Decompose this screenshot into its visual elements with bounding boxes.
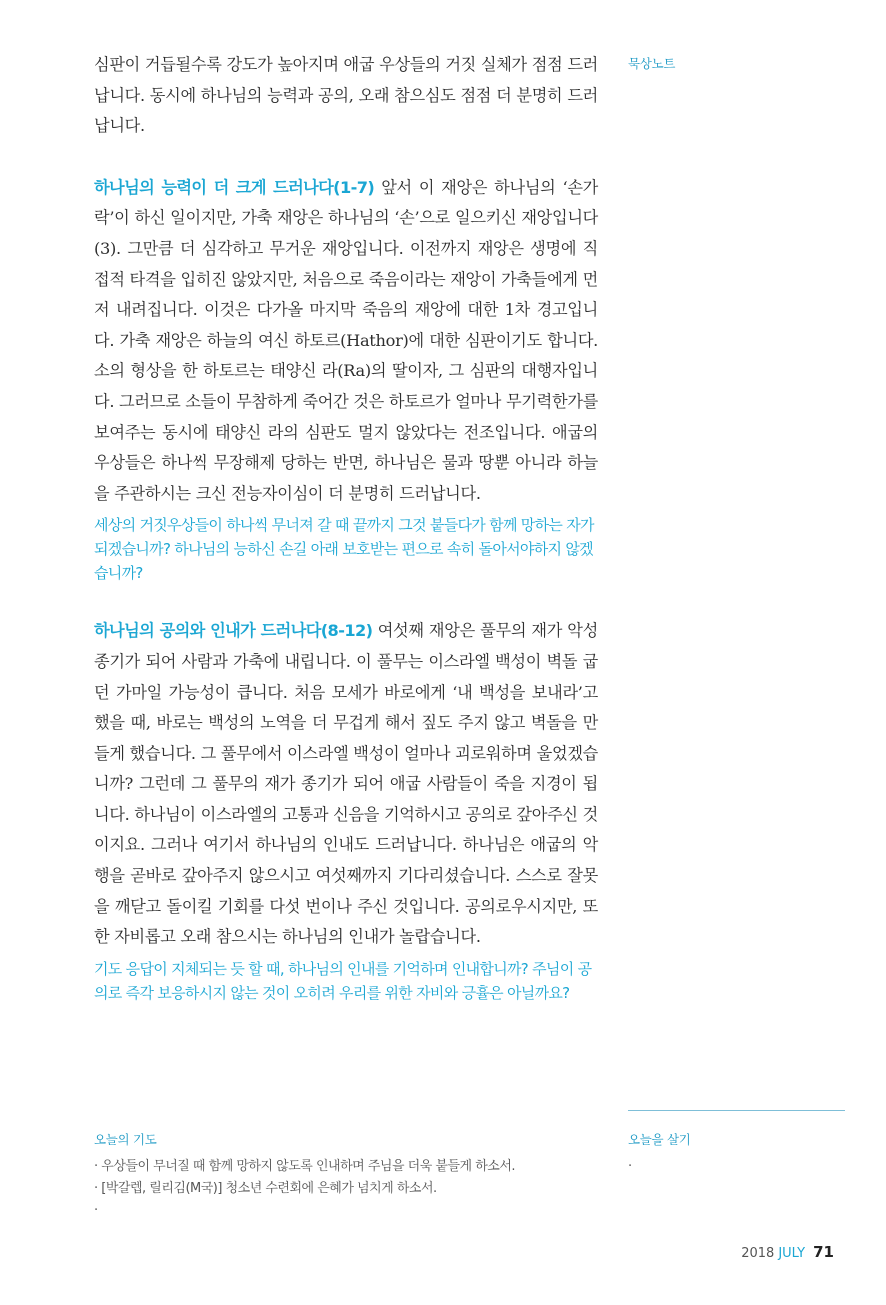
section-1-heading: 하나님의 능력이 더 크게 드러나다(1-7) — [94, 177, 375, 197]
prayer-list — [94, 1156, 598, 1222]
section-1-paragraph — [94, 173, 598, 510]
prayer-item — [94, 1200, 598, 1222]
article-body — [94, 50, 598, 1005]
meditation-note-label: 묵상노트 — [628, 56, 676, 71]
section-2-heading: 하나님의 공의와 인내가 드러나다(8-12) — [94, 621, 373, 641]
section-2-reflection: 기도 응답이 지체되는 듯 할 때, 하나님의 인내를 기억하며 인내합니까? 주님이 공의로 즉각 보응하시지 않는 것이 오히려 우리를 위한 자비와 긍휼은 아닐까요? — [94, 959, 592, 1002]
live-today — [628, 1130, 845, 1178]
prayer-title: 오늘의 기도 — [94, 1132, 157, 1147]
section-1-body: 앞서 이 재앙은 하나님의 ‘손가락’이 하신 일이지만, 가축 재앙은 하나님의 ‘손’으로 일으키신 재앙입니다(3). 그만큼 더 심각하고 무거운 재앙입니다. 이전까지 재앙은 생명에 직접적 타격을 입히진 않았지만, 처음으로 죽음이라는 재앙이 가축들에게 먼저 내려집니다. 이것은 다가올 마지막 죽음의 재앙에 대한 1차 경고입니다. 가축 재앙은 하늘의 여신 하토르(Hathor)에 대한 심판이기도 합니다. 소의 형상을 한 하토르는 태양신 라(Ra)의 딸이자, 그 심판의 대행자입니다. 그러므로 소들이 무참하게 죽어간 것은 하토르가 얼마나 무기력한가를 보여주는 동시에 태양신 라의 심판도 멀지 않았다는 전조입니다. 애굽의 우상들은 하나씩 무장해제 당하는 반면, 하나님은 물과 땅뿐 아니라 하늘을 주관하시는 크신 전능자이심이 더 분명히 드러납니다. — [94, 177, 599, 503]
practice-title: 오늘을 살기 — [628, 1132, 691, 1147]
section-1-reflection: 세상의 거짓우상들이 하나씩 무너져 갈 때 끝까지 그것 붙들다가 함께 망하는 자가 되겠습니까? 하나님의 능하신 손길 아래 보호받는 편으로 속히 돌아서야하지 않겠습니까? — [94, 516, 594, 583]
footer-year: 2018 — [741, 1246, 775, 1261]
page-footer — [741, 1243, 834, 1261]
section-2-paragraph — [94, 616, 598, 953]
intro-paragraph: 심판이 거듭될수록 강도가 높아지며 애굽 우상들의 거짓 실체가 점점 드러납니다. 동시에 하나님의 능력과 공의, 오래 참으심도 점점 더 분명히 드러납니다. — [94, 55, 598, 136]
footer-month: JULY — [778, 1246, 806, 1261]
practice-bullet: · — [628, 1159, 633, 1174]
todays-prayer — [94, 1130, 598, 1222]
section-2-body: 여섯째 재앙은 풀무의 재가 악성 종기가 되어 사람과 가축에 내립니다. 이 풀무는 이스라엘 백성이 벽돌 굽던 가마일 가능성이 큽니다. 처음 모세가 바로에게 ‘내 백성을 보내라’고 했을 때, 바로는 백성의 노역을 더 무겁게 해서 짚도 주지 않고 벽돌을 만들게 했습니다. 그 풀무에서 이스라엘 백성이 얼마나 괴로워하며 울었겠습니까? 그런데 그 풀무의 재가 종기가 되어 애굽 사람들이 죽을 지경이 됩니다. 하나님이 이스라엘의 고통과 신음을 기억하시고 공의로 갚아주신 것이지요. 그러나 여기서 하나님의 인내도 드러납니다. 하나님은 애굽의 악행을 곧바로 갚아주지 않으시고 여섯째까지 기다리셨습니다. 스스로 잘못을 깨닫고 돌이킬 기회를 다섯 번이나 주신 것입니다. 공의로우시지만, 또한 자비롭고 오래 참으시는 하나님의 인내가 놀랍습니다. — [94, 621, 598, 947]
page-number: 71 — [813, 1243, 834, 1261]
sidebar-divider — [628, 1110, 845, 1111]
prayer-item: · [박갈렙, 릴리김(M국)] 청소년 수련회에 은혜가 넘치게 하소서. — [94, 1178, 598, 1200]
prayer-item: · 우상들이 무너질 때 함께 망하지 않도록 인내하며 주님을 더욱 붙들게 하소서. — [94, 1156, 598, 1178]
